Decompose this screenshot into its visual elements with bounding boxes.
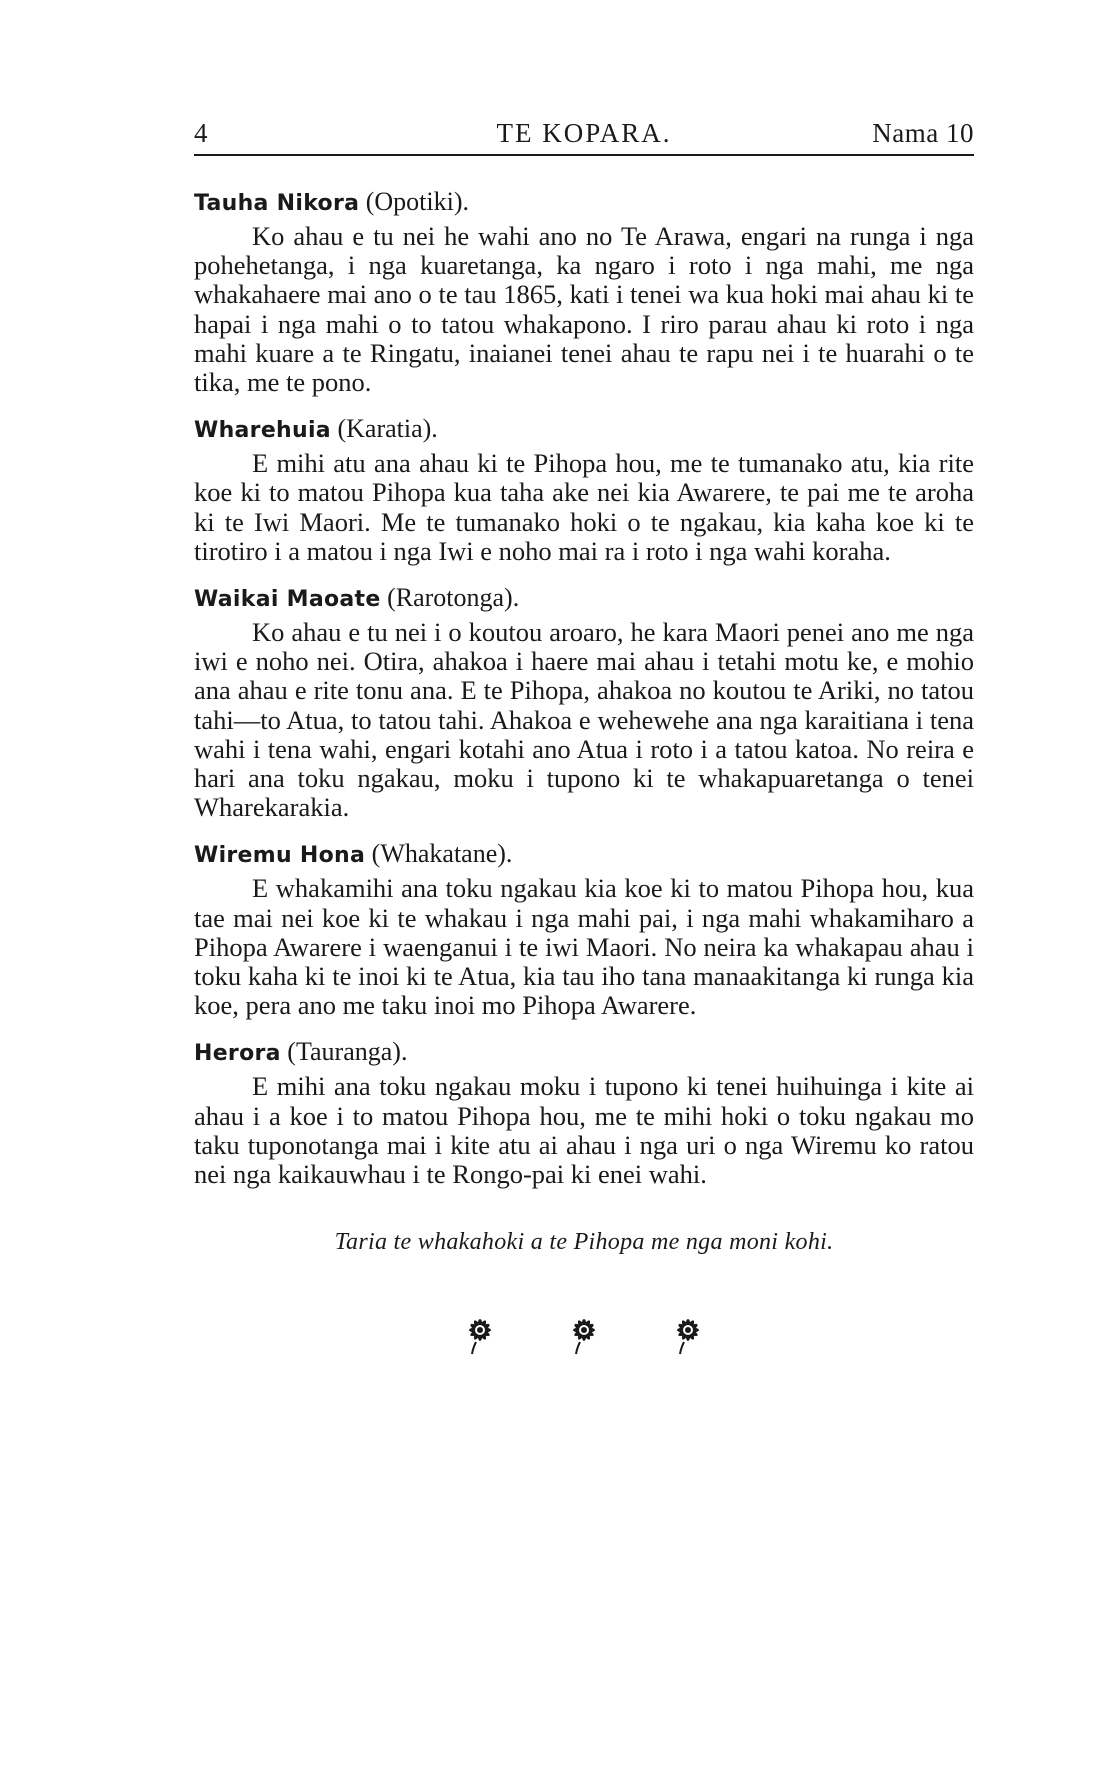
speaker-name: Tauha Nikora: [194, 191, 360, 216]
speech-entry: [194, 413, 974, 566]
speech-text: Ko ahau e tu nei he wahi ano no Te Arawa, engari na runga i nga pohehetanga, i nga kuaretanga, ka ngaro i roto i nga mahi, me nga whakahaere mai ano o te tau 1865, kati i tenei wa kua hoki mai ahau ki te hapai i nga mahi o to tatou whakapono. I riro parau ahau ki roto i nga mahi kuare a te Ringatu, inaianei tenei ahau te rapu nei i te huarahi o te tika, me te pono.: [194, 221, 974, 398]
journal-title: TE KOPARA.: [496, 118, 672, 148]
speaker-place: (Rarotonga).: [387, 583, 520, 613]
page-number: 4: [194, 118, 208, 148]
flower-ornament-icon: [662, 1308, 714, 1356]
speech-entry: [194, 838, 974, 1020]
closing-note: Taria te whakahoki a te Pihopa me nga moni kohi.: [334, 1229, 834, 1256]
speaker-place: (Opotiki).: [365, 187, 470, 216]
speaker-place: (Tauranga).: [287, 1037, 408, 1067]
header-rule: [194, 154, 974, 156]
running-head: [194, 112, 974, 152]
speaker-line: [194, 186, 974, 220]
issue-number: Nama 10: [872, 118, 974, 148]
speaker-line: [194, 413, 974, 447]
speech-text: E mihi atu ana ahau ki te Pihopa hou, me te tumanako atu, kia rite koe ki to matou Pihopa kua taha ake nei kia Awarere, te pai me te aroha ki te Iwi Maori. Me te tumanako hoki o te ngakau, kia kaha koe ki te tirotiro i a matou i nga Iwi e noho mai ra i roto i nga wahi koraha.: [194, 448, 974, 566]
speaker-name: Herora: [194, 1041, 281, 1067]
speech-text: Ko ahau e tu nei i o koutou aroaro, he kara Maori penei ano me nga iwi e noho nei. Otira, ahakoa i haere mai ahau i tetahi motu ke, e mohio ana ahau e rite tonu ana. E te Pihopa, ahakoa no koutou te Ariki, no tatou tahi—to Atua, to tatou tahi. Ahakoa e wehewehe ana nga karaitiana i tena wahi i tena wahi, engari kotahi ano Atua i roto i a tatou katoa. No reira e hari ana toku ngakau, moku i tupono ki te whakapuaretanga o tenei Wharekarakia.: [194, 617, 974, 823]
speaker-place: (Whakatane).: [371, 839, 513, 869]
speaker-line: [194, 1036, 974, 1070]
ornament-row: [194, 1308, 974, 1356]
speech-entry: [194, 1036, 974, 1189]
flower-ornament-icon: [454, 1308, 506, 1356]
speech-entry: [194, 186, 974, 397]
speech-text: E whakamihi ana toku ngakau kia koe ki to matou Pihopa hou, kua tae mai nei koe ki te whakau i nga mahi pai, i nga mahi whakamiharo a Pihopa Awarere i waenganui i te iwi Maori. No neira ka whakapau ahau i toku kaha ki te inoi ki te Atua, kia tau iho tana manaakitanga ki runga kia koe, pera ano me taku inoi mo Pihopa Awarere.: [194, 873, 974, 1021]
speaker-name: Waikai Maoate: [194, 587, 381, 613]
speaker-name: Wiremu Hona: [194, 843, 366, 869]
speaker-line: [194, 838, 974, 872]
speaker-name: Wharehuia: [194, 418, 331, 444]
speaker-place: (Karatia).: [337, 414, 438, 444]
page: [194, 112, 974, 1356]
speech-text: E mihi ana toku ngakau moku i tupono ki tenei huihuinga i kite ai ahau i a koe i to matou Pihopa hou, me te mihi hoki o toku ngakau mo taku tuponotanga mai i kite atu ai ahau i nga uri o nga Wiremu ko ratou nei nga kaikauwhau i te Rongo-pai ki enei wahi.: [194, 1071, 974, 1190]
flower-ornament-icon: [558, 1308, 610, 1356]
speaker-line: [194, 582, 974, 616]
speech-entry: [194, 582, 974, 822]
